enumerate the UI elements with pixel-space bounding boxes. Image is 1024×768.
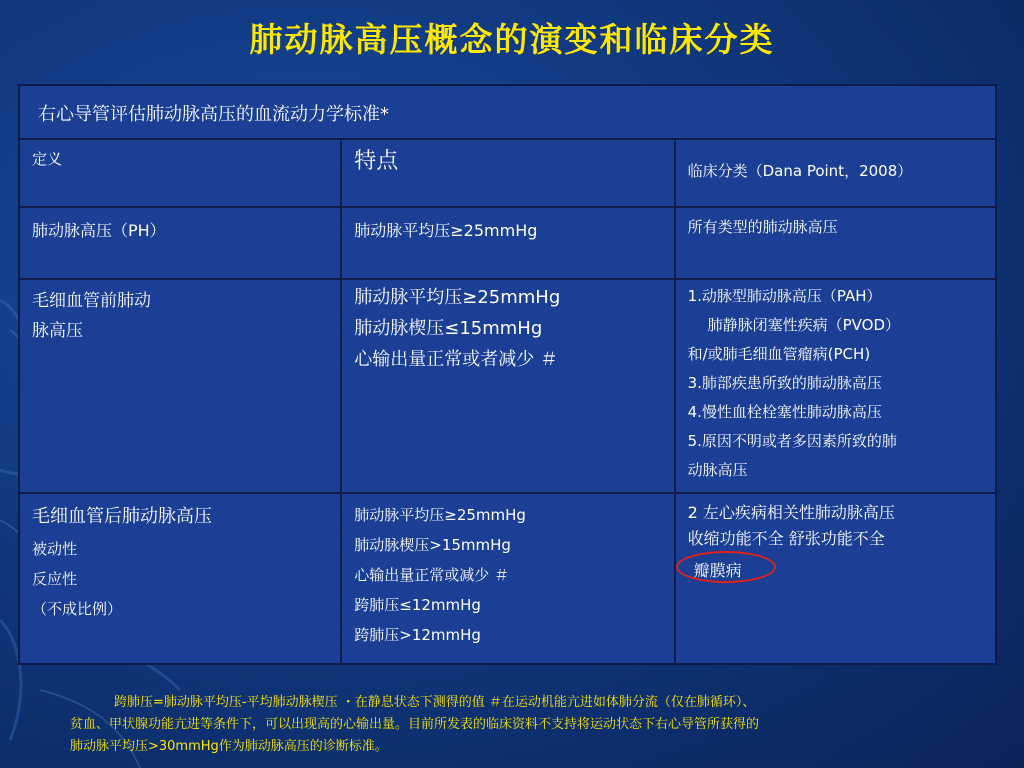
classification-line: 动脉高压 <box>687 461 748 479</box>
definition-line: 肺动脉高压（PH） <box>32 221 166 240</box>
definition-line: （不成比例） <box>32 600 123 618</box>
definition-line: 毛细血管后肺动脉高压 <box>32 506 212 527</box>
definition-line: 脉高压 <box>32 321 83 341</box>
classification-line: 5.原因不明或者多因素所致的肺 <box>687 432 897 450</box>
footnote-line: 肺动脉平均压>30mmHg作为肺动脉高压的诊断标准。 <box>70 739 388 754</box>
classification-cell <box>675 279 996 493</box>
feature-line: 跨肺压>12mmHg <box>354 626 481 644</box>
feature-line: 心输出量正常或者减少 ＃ <box>354 349 558 370</box>
table-row <box>19 493 996 664</box>
feature-line: 心输出量正常或减少 ＃ <box>354 566 510 584</box>
feature-line: 肺动脉平均压≥25mmHg <box>354 221 538 240</box>
footnote-line: 跨肺压=肺动脉平均压-平均肺动脉楔压 ・在静息状态下测得的值 ＃在运动机能亢进如体肺分流（仅在肺循环）、 <box>114 695 756 710</box>
definition-cell <box>19 493 341 664</box>
footnote <box>70 692 990 758</box>
definition-line: 反应性 <box>32 570 78 588</box>
classification-line: 瓣膜病 <box>693 561 742 580</box>
classification-line: 2 左心疾病相关性肺动脉高压 <box>687 503 895 522</box>
feature-line: 肺动脉平均压≥25mmHg <box>354 287 561 308</box>
red-circle-annotation <box>676 551 776 583</box>
features-cell <box>341 279 674 493</box>
classification-line: 和/或肺毛细血管瘤病(PCH) <box>687 345 871 363</box>
table-row <box>19 279 996 493</box>
table-header: 右心导管评估肺动脉高压的血流动力学标准* <box>19 85 996 139</box>
valvular-disease-highlight <box>688 558 748 581</box>
footnote-line: 贫血、甲状腺功能亢进等条件下，可以出现高的心输出量。目前所发表的临床资料不支持将运动状态下右心导管所获得的 <box>70 717 760 732</box>
feature-line: 肺动脉楔压≤15mmHg <box>354 318 543 339</box>
column-header-definition: 定义 <box>19 139 341 207</box>
classification-line: 4.慢性血栓栓塞性肺动脉高压 <box>687 403 882 421</box>
column-header-features: 特点 <box>341 139 674 207</box>
feature-line: 跨肺压≤12mmHg <box>354 596 481 614</box>
column-header-classification: 临床分类（Dana Point，2008） <box>675 139 996 207</box>
table-row <box>19 207 996 279</box>
classification-cell <box>675 207 996 279</box>
definition-line: 毛细血管前肺动 <box>32 291 151 311</box>
features-cell <box>341 207 674 279</box>
classification-line: 3.肺部疾患所致的肺动脉高压 <box>687 374 882 392</box>
hemodynamic-table <box>18 84 997 665</box>
slide-title: 肺动脉高压概念的演变和临床分类 <box>249 20 775 59</box>
features-cell <box>341 493 674 664</box>
definition-cell <box>19 279 341 493</box>
classification-cell <box>675 493 996 664</box>
feature-line: 肺动脉平均压≥25mmHg <box>354 506 526 524</box>
classification-line: 所有类型的肺动脉高压 <box>687 218 838 236</box>
feature-line: 肺动脉楔压>15mmHg <box>354 536 511 554</box>
definition-line: 被动性 <box>32 540 78 558</box>
definition-cell <box>19 207 341 279</box>
classification-line: 1.动脉型肺动脉高压（PAH） <box>687 287 882 305</box>
classification-line: 收缩功能不全 舒张功能不全 <box>687 529 885 548</box>
classification-line: 肺静脉闭塞性疾病（PVOD） <box>707 316 901 334</box>
